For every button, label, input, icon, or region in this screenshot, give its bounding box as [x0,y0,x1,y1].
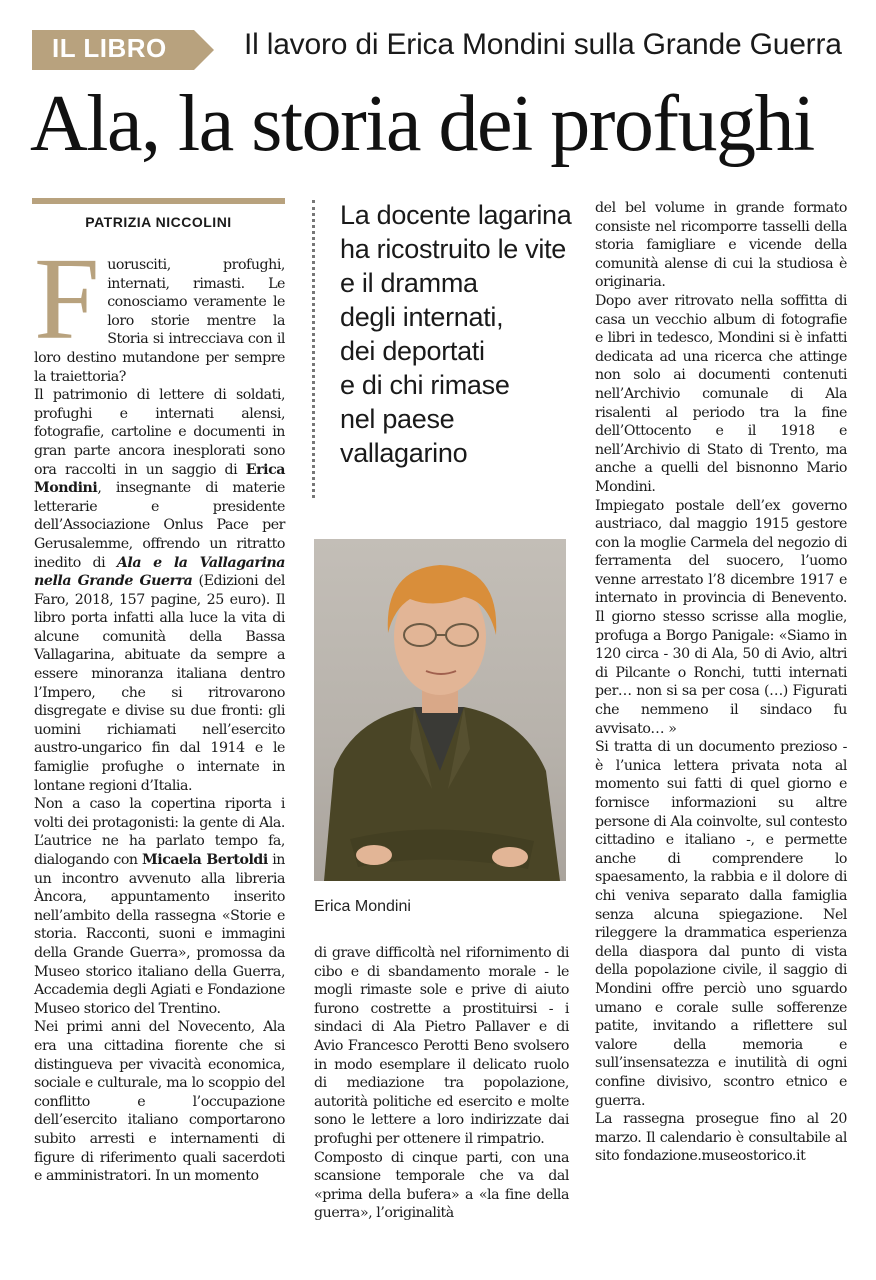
author-photo [314,539,566,881]
drop-cap: F [34,233,100,364]
section-tag-arrow [194,30,214,70]
interviewer-name: Micaela Bertoldi [142,852,268,868]
paragraph: Si tratta di un documento prezioso - è l’unica lettera privata nota al momento sui fatti di quel giorno e fornisce informazioni su altre persone di Ala coinvolte, sul contesto cittadino e italiano -, e permette anche di comprendere lo spaesamento, la rabbia e il dolore di chi veniva separato dalla famiglia senza alcuna spiegazione. Nel rileggere la drammatica esperienza della diaspora dal punto di vista della popolazione civile, il saggio di Mondini offre perciò uno sguardo umano e corale sulle sofferenze patite, invitando a riflettere sul valore della memoria e sull’insensatezza e inutilità di ogni confine divisivo, scontro etnico e guerra. [595,739,847,1109]
byline: PATRIZIA NICCOLINI [85,214,232,230]
pull-quote-line: e di chi rimase [340,370,510,400]
paragraph: Nei primi anni del Novecento, Ala era una cittadina fiorente che si distingueva per vivacità economica, sociale e culturale, ma lo scoppio del conflitto e l’occupazione dell’esercito italiano comportarono subito arresti e internamenti di figure di riferimento quali sacerdoti e amministratori. In un momento [34,1019,285,1185]
pull-quote-line: La docente lagarina [340,200,572,230]
paragraph: di grave difficoltà nel rifornimento di cibo e di sbandamento morale - le mogli rimaste sole e prive di aiuto furono costrette a prostituirsi - i sindaci di Ala Pietro Pallaver e di Avio Francesco Perotti Beno svolsero in modo esemplare il delicato ruolo di mediazione tra popolazione, autorità politiche ed esercito e molte sono le lettere a loro indirizzate dai profughi per ottenere il rimpatrio. [314,945,569,1147]
paragraph: Composto di cinque parti, con una scansione temporale che va dal «prima della bufera» a «la fine della guerra», l’originalità [314,1149,569,1222]
paragraph-text: Il patrimonio di lettere di soldati, profughi e internati alensi, fotografie, cartoline e documenti in gran parte ancora inesplorati sono ora raccolti in un saggio di [34,387,285,478]
headline: Ala, la storia dei profughi [30,80,814,168]
book-title: Ala e la Vallagarina nella Grande Guerra [34,554,285,590]
pull-quote-line: ha ricostruito le vite [340,234,566,264]
kicker: Il lavoro di Erica Mondini sulla Grande Guerra [244,28,842,61]
pull-quote-line: vallagarino [340,438,468,468]
pull-quote [340,198,580,470]
photo-caption: Erica Mondini [314,898,411,915]
author-name: Erica Mondini [34,461,285,497]
article-column-2 [314,944,569,1223]
article-column-1 [34,233,285,1186]
paragraph-text: Non a caso la copertina riporta i volti dei protagonisti: la gente di Ala. L’autrice ne ha parlato tempo fa, dialogando con [34,796,285,868]
byline-rule [32,198,285,204]
article-column-3 [595,199,847,1166]
paragraph-text: in un incontro avvenuto alla libreria Àncora, appuntamento inserito nell’ambito della rassegna «Storie e storia. Racconti, suoni e immagini della Grande Guerra», promossa da Museo storico italiano della Guerra, Accademia degli Agiati e Fondazione Museo storico del Trentino. [34,852,285,1017]
paragraph-text: , insegnante di materie letterarie e presidente dell’Associazione Onlus Pace per Gerusalemme, offrendo un ritratto inedito di [34,480,285,571]
portrait-illustration [314,539,566,881]
pull-quote-line: e il dramma [340,268,478,298]
paragraph: del bel volume in grande formato consiste nel ricomporre tasselli della storia famigliare e vicende della comunità alense di cui la studiosa è originaria. [595,200,847,291]
paragraph [34,386,285,795]
pull-quote-rule [312,200,315,498]
paragraph: La rassegna prosegue fino al 20 marzo. Il calendario è consultabile al sito fondazione.museostorico.it [595,1111,847,1165]
paragraph-text: uorusciti, profughi, internati, rimasti. Le conosciamo veramente le loro storie mentre la Storia si intrecciava con il loro destino mutandone per sempre la traiettoria? [34,257,285,385]
paragraph: Impiegato postale dell’ex governo austriaco, dal maggio 1915 gestore con la moglie Carmela del negozio di ferramenta del suocero, l’uomo venne arrestato l’8 dicembre 1917 e internato in provincia di Benevento. Il giorno stesso scrisse alla moglie, profuga a Borgo Panigale: «Siamo in 120 circa - 30 di Ala, 50 di Avio, altri di Pilcante o Ronchi, tutti internati per… non si sa per cosa (…) Figurati che nemmeno il sindaco fu avvisato… » [595,497,847,737]
pull-quote-line: nel paese [340,404,455,434]
pull-quote-line: degli internati, [340,302,504,332]
paragraph-text: (Edizioni del Faro, 2018, 157 pagine, 25 euro). Il libro porta infatti alla luce la vita di alcune comunità della Bassa Vallagarina, abituate da sempre a essere minoranza italiana dentro l’Impero, che si ritrovarono disgregate e divise su due fronti: gli uomini richiamati nell’esercito austro-ungarico fin dal 1914 e le famiglie profughe o internate in lontane regioni d’Italia. [34,573,285,794]
pull-quote-line: dei deportati [340,336,485,366]
paragraph [34,795,285,1018]
section-tag: IL LIBRO [52,33,167,63]
paragraph: Dopo aver ritrovato nella soffitta di casa un vecchio album di fotografie e libri in tedesco, Mondini si è infatti dedicata ad una ricerca che attinge non solo ai documenti contenuti nell’Archivio comunale di Ala risalenti al periodo tra la fine dell’Ottocento e il 1918 e nell’Archivio di Stato di Trento, ma anche a quelli del bisnonno Mario Mondini. [595,292,847,495]
paragraph [34,233,285,386]
